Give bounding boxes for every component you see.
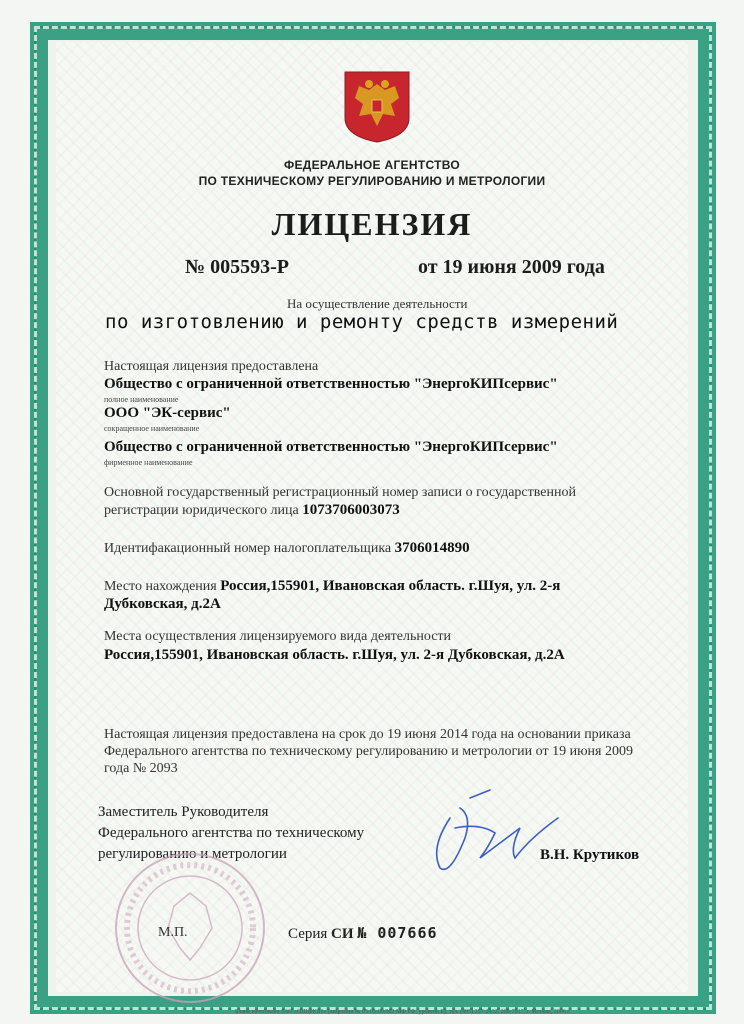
serial-line bbox=[288, 924, 438, 943]
mp-label: М.П. bbox=[158, 925, 188, 940]
serial-series: СИ bbox=[331, 926, 354, 942]
short-name-caption: сокращенное наименование bbox=[104, 424, 200, 433]
serial-label: Серия bbox=[288, 926, 328, 942]
agency-name-line2: ПО ТЕХНИЧЕСКОМУ РЕГУЛИРОВАНИЮ И МЕТРОЛОГИИ bbox=[198, 174, 546, 188]
signatory-line3: регулированию и метрологии bbox=[98, 846, 287, 862]
activity-type: по изготовлению и ремонту средств измерений bbox=[105, 311, 619, 333]
full-name-caption: полное наименование bbox=[104, 395, 179, 404]
term-line2: Федерального агентства по техническому регулированию и метрологии от 19 июня 2009 bbox=[104, 744, 633, 759]
ogrn-value: 1073706003073 bbox=[302, 502, 400, 518]
term-line3: года № 2093 bbox=[104, 761, 178, 776]
license-number: № 005593-Р bbox=[185, 256, 289, 278]
activity-place-label: Места осуществления лицензируемого вида деятельности bbox=[104, 629, 452, 644]
coat-of-arms-icon bbox=[343, 70, 411, 144]
license-date: от 19 июня 2009 года bbox=[418, 256, 605, 278]
signature-icon bbox=[410, 788, 560, 878]
ogrn-label-line1: Основной государственный регистрационный номер записи о государственной bbox=[104, 485, 576, 500]
brand-name-caption: фирменное наименование bbox=[104, 458, 193, 467]
location-label: Место нахождения bbox=[104, 579, 217, 594]
full-name: Общество с ограниченной ответственностью "ЭнергоКИПсервис" bbox=[104, 376, 558, 392]
signatory-name: В.Н. Крутиков bbox=[540, 847, 640, 863]
activity-place-value: Россия,155901, Ивановская область. г.Шуя, ул. 2-я Дубковская, д.2А bbox=[104, 647, 565, 663]
document-title: ЛИЦЕНЗИЯ bbox=[271, 206, 473, 242]
signatory-line2: Федерального агентства по техническому bbox=[98, 825, 365, 841]
serial-number: № 007666 bbox=[357, 924, 438, 942]
brand-name: Общество с ограниченной ответственностью "ЭнергоКИПсервис" bbox=[104, 439, 558, 455]
footer-note: Бланк изготовлен ЗАО «ОПЦИОН» (лицензия № 05-05-09/003 МФ РФ, уровень Б), тел. (495) 257-2432, 208-7617, г. Москва, 2006 г. bbox=[235, 1009, 571, 1015]
location-value: Россия,155901, Ивановская область. г.Шуя, ул. 2-я bbox=[220, 578, 561, 594]
term-line1: Настоящая лицензия предоставлена на срок до 19 июня 2014 года на основании приказа bbox=[104, 727, 631, 742]
granted-intro: Настоящая лицензия предоставлена bbox=[104, 359, 319, 374]
signatory-line1: Заместитель Руководителя bbox=[98, 804, 269, 820]
activity-intro: На осуществление деятельности bbox=[287, 296, 468, 311]
inn-value: 3706014890 bbox=[394, 540, 470, 556]
short-name: ООО "ЭК-сервис" bbox=[104, 405, 231, 421]
inn-label: Идентифакационный номер налогоплательщика bbox=[104, 541, 392, 556]
seal-stamp-icon bbox=[110, 848, 270, 1008]
location-value-line2: Дубковская, д.2А bbox=[104, 596, 221, 612]
ogrn-label-line2: регистрации юридического лица bbox=[104, 503, 299, 518]
agency-name-line1: ФЕДЕРАЛЬНОЕ АГЕНТСТВО bbox=[283, 158, 461, 172]
